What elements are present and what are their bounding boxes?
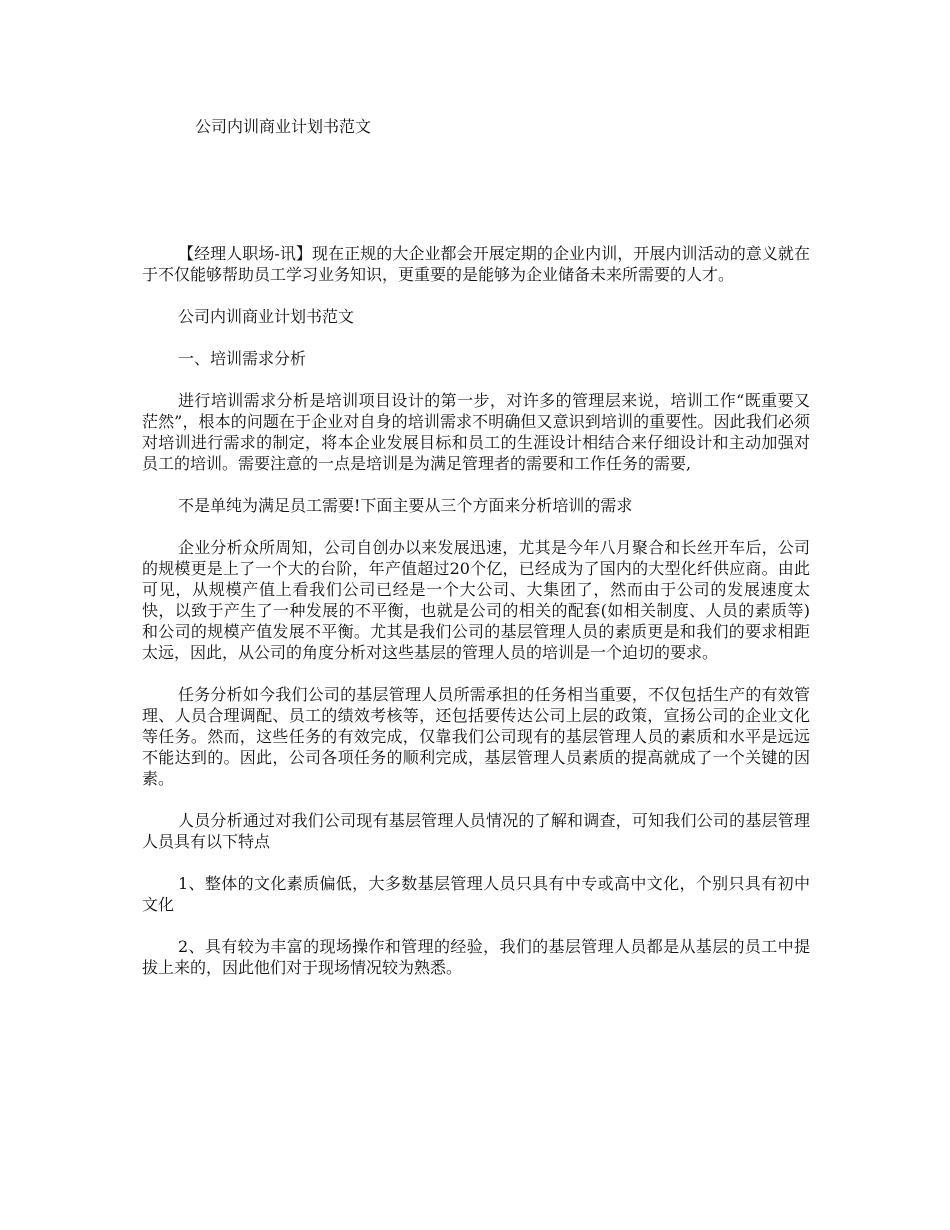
paragraph-enterprise-analysis: 企业分析众所周知，公司自创办以来发展迅速，尤其是今年八月聚合和长丝开车后，公司的规模更是上了一个大的台阶，年产值超过20个亿，已经成为了国内的大型化纤供应商。由此可见，从规模产值上看我们公司已经是一个大公司、大集团了，然而由于公司的发展速度太快，以致于产生了一种发展的不平衡，也就是公司的相关的配套(如相关制度、人员的素质等)和公司的规模产值发展不平衡。尤其是我们公司的基层管理人员的素质更是和我们的要求相距太远，因此，从公司的角度分析对这些基层的管理人员的培训是一个迫切的要求。 [142, 538, 810, 662]
paragraph-task-analysis: 任务分析如今我们公司的基层管理人员所需承担的任务相当重要，不仅包括生产的有效管理、人员合理调配、员工的绩效考核等，还包括要传达公司上层的政策，宣扬公司的企业文化等任务。然而，这些任务的有效完成，仅靠我们公司现有的基层管理人员的素质和水平是远远不能达到的。因此，公司各项任务的顺利完成，基层管理人员素质的提高就成了一个关键的因素。 [142, 685, 810, 788]
document-body [142, 243, 810, 999]
paragraph-needs-analysis: 进行培训需求分析是培训项目设计的第一步，对许多的管理层来说，培训工作“既重要又茫然”，根本的问题在于企业对自身的培训需求不明确但又意识到培训的重要性。因此我们必须对培训进行需求的制定，将本企业发展目标和员工的生涯设计相结合来仔细设计和主动加强对员工的培训。需要注意的一点是培训是为满足管理者的需要和工作任务的需要, [142, 391, 810, 473]
paragraph-subtitle: 公司内训商业计划书范文 [178, 307, 355, 326]
paragraph-trait-1: 1、整体的文化素质偏低，大多数基层管理人员只具有中专或高中文化，个别只具有初中文化 [142, 874, 810, 914]
paragraph-three-aspects: 不是单纯为满足员工需要!下面主要从三个方面来分析培训的需求 [178, 496, 633, 515]
paragraph-intro: 【经理人职场-讯】现在正规的大企业都会开展定期的企业内训，开展内训活动的意义就在于不仅能够帮助员工学习业务知识，更重要的是能够为企业储备未来所需要的人才。 [142, 244, 810, 284]
paragraph-trait-2: 2、具有较为丰富的现场操作和管理的经验，我们的基层管理人员都是从基层的员工中提拔上来的，因此他们对于现场情况较为熟悉。 [142, 937, 810, 977]
document-title: 公司内训商业计划书范文 [195, 117, 372, 136]
section-heading-training-needs: 一、培训需求分析 [178, 349, 307, 368]
paragraph-personnel-analysis: 人员分析通过对我们公司现有基层管理人员情况的了解和调查，可知我们公司的基层管理人员具有以下特点 [142, 811, 810, 851]
